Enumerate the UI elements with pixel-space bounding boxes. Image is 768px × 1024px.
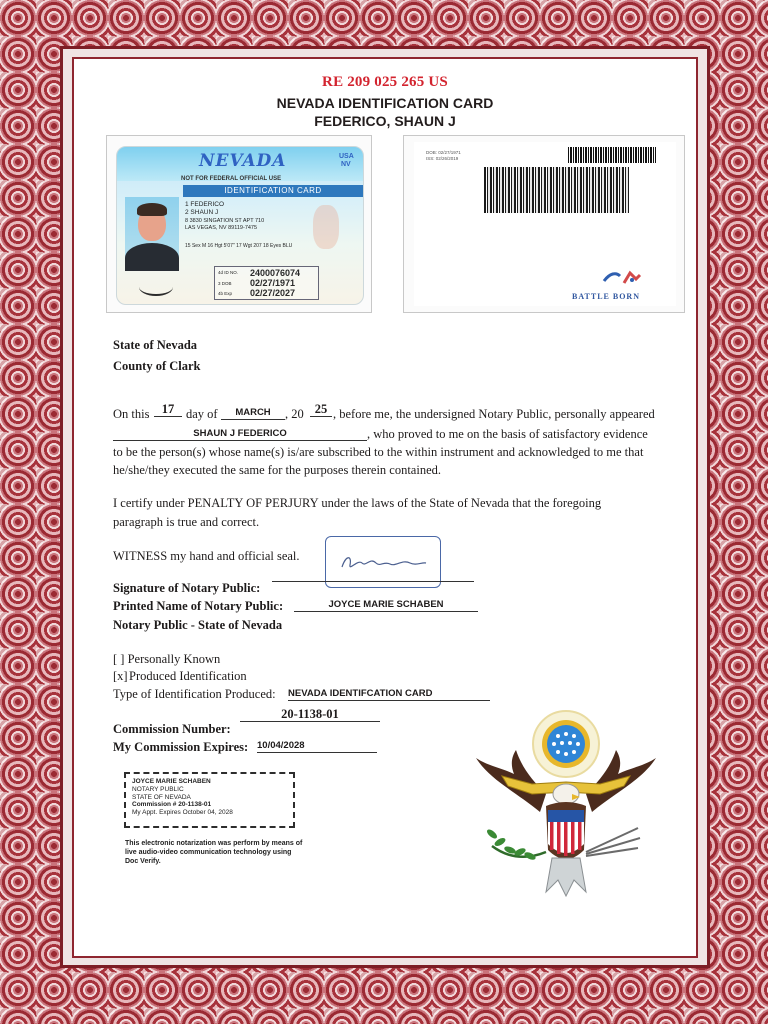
photo-shirt	[125, 243, 179, 271]
card-photo	[125, 197, 179, 271]
stamp-state: STATE OF NEVADA	[132, 793, 191, 801]
label-dob: 3 DOB	[218, 281, 232, 286]
document-title: NEVADA IDENTIFICATION CARD	[276, 95, 494, 111]
label-exp: 4b Exp	[218, 291, 233, 296]
perjury-text-2: paragraph is true and correct.	[113, 515, 260, 529]
card-first-name: 2 SHAUN J	[185, 209, 219, 216]
card-dob: 02/27/1971	[250, 278, 296, 288]
notary-stamp	[124, 772, 295, 828]
card-ghost-image	[313, 205, 339, 249]
notary-signature-icon	[340, 551, 428, 573]
document-body	[82, 66, 688, 948]
produced-id-checkbox: [x]	[113, 669, 128, 683]
card-number-box	[214, 266, 319, 300]
card-address-1: 8 3830 SINGATION ST APT 710	[185, 218, 265, 224]
produced-id-option: Produced Identification	[129, 669, 247, 683]
nevada-flag-icon	[602, 269, 642, 287]
id-card-front	[116, 146, 364, 305]
subscribed-text: to be the person(s) whose name(s) is/are subscribed to the within instrument and acknowledged to me that	[113, 445, 644, 459]
stamp-title: NOTARY PUBLIC	[132, 785, 184, 793]
signature-line	[272, 581, 474, 582]
label-id-no: 4d ID NO.	[218, 270, 239, 275]
card-physical-details: 15 Sex M 16 Hgt 5'07" 17 Wgt 207 18 Eyes BLU	[185, 243, 293, 249]
day-of-text: day of	[186, 407, 218, 421]
comma-20-text: , 20	[285, 407, 304, 421]
commission-expires-label: My Commission Expires:	[113, 740, 249, 754]
personally-known-option: [ ] Personally Known	[113, 652, 221, 666]
commission-number-label: Commission Number:	[113, 722, 231, 736]
signer-name-field: SHAUN J FEDERICO	[113, 427, 367, 441]
back-dob-text: DOB: 02/27/1971	[426, 150, 461, 155]
card-id-number: 2400076074	[250, 268, 301, 278]
stamp-name: JOYCE MARIE SCHABEN	[132, 778, 211, 785]
pdf417-barcode	[484, 167, 629, 213]
great-seal-eagle-icon	[462, 710, 670, 922]
linear-barcode	[568, 147, 656, 163]
venue-county: County of Clark	[113, 359, 201, 373]
back-iss-text: ISS: 02/26/2019	[426, 156, 459, 161]
printed-name-field: JOYCE MARIE SCHABEN	[294, 598, 478, 612]
notary-month-field: MARCH	[221, 406, 285, 420]
card-exp: 02/27/2027	[250, 288, 296, 298]
id-card-back	[414, 142, 676, 306]
card-type-banner: IDENTIFICATION CARD	[183, 185, 363, 197]
commission-number-field: 20-1138-01	[240, 708, 380, 722]
type-of-id-label: Type of Identification Produced:	[113, 687, 276, 701]
commission-expires-field: 10/04/2028	[257, 739, 377, 753]
card-country: USA	[339, 153, 354, 160]
battle-born-slogan: BATTLE BORN	[572, 292, 640, 301]
holder-name: FEDERICO, SHAUN J	[314, 113, 456, 129]
printed-name-label: Printed Name of Notary Public:	[113, 599, 284, 613]
venue-state: State of Nevada	[113, 338, 198, 352]
reference-number: RE 209 025 265 US	[322, 74, 448, 90]
stamp-expires: My Appt. Expires October 04, 2028	[132, 809, 233, 817]
notary-state-text: Notary Public - State of Nevada	[113, 618, 283, 632]
photo-hair	[137, 203, 167, 216]
notary-year-field: 25	[310, 403, 332, 417]
card-signature	[139, 278, 173, 296]
before-me-text: , before me, the undersigned Notary Public, personally appeared	[333, 407, 655, 421]
executed-text: he/she/they executed the same for the purposes therein contained.	[113, 463, 442, 477]
who-proved-text: , who proved to me on the basis of satisfactory evidence	[367, 427, 648, 441]
card-state-name: NEVADA	[199, 151, 287, 171]
witness-text: WITNESS my hand and official seal.	[113, 549, 300, 563]
on-this-text: On this	[113, 407, 150, 421]
card-address-2: LAS VEGAS, NV 89119-7475	[185, 225, 258, 231]
electronic-notarization-notice: This electronic notarization was perform by means of live audio-video communication technology using Doc Verify.	[125, 840, 303, 865]
stamp-commission: Commission # 20-1138-01	[132, 801, 212, 809]
perjury-text-1: I certify under PENALTY OF PERJURY under the laws of the State of Nevada that the foregoing	[113, 496, 602, 510]
signature-label: Signature of Notary Public:	[113, 581, 261, 595]
card-last-name: 1 FEDERICO	[185, 201, 225, 208]
id-front-scan	[106, 135, 372, 313]
type-of-id-field: NEVADA IDENTIFCATION CARD	[288, 687, 490, 701]
notary-day-field: 17	[154, 403, 182, 417]
card-state-abbr: NV	[341, 161, 351, 168]
card-federal-notice: NOT FOR FEDERAL OFFICIAL USE	[181, 176, 282, 182]
id-back-scan	[403, 135, 685, 313]
